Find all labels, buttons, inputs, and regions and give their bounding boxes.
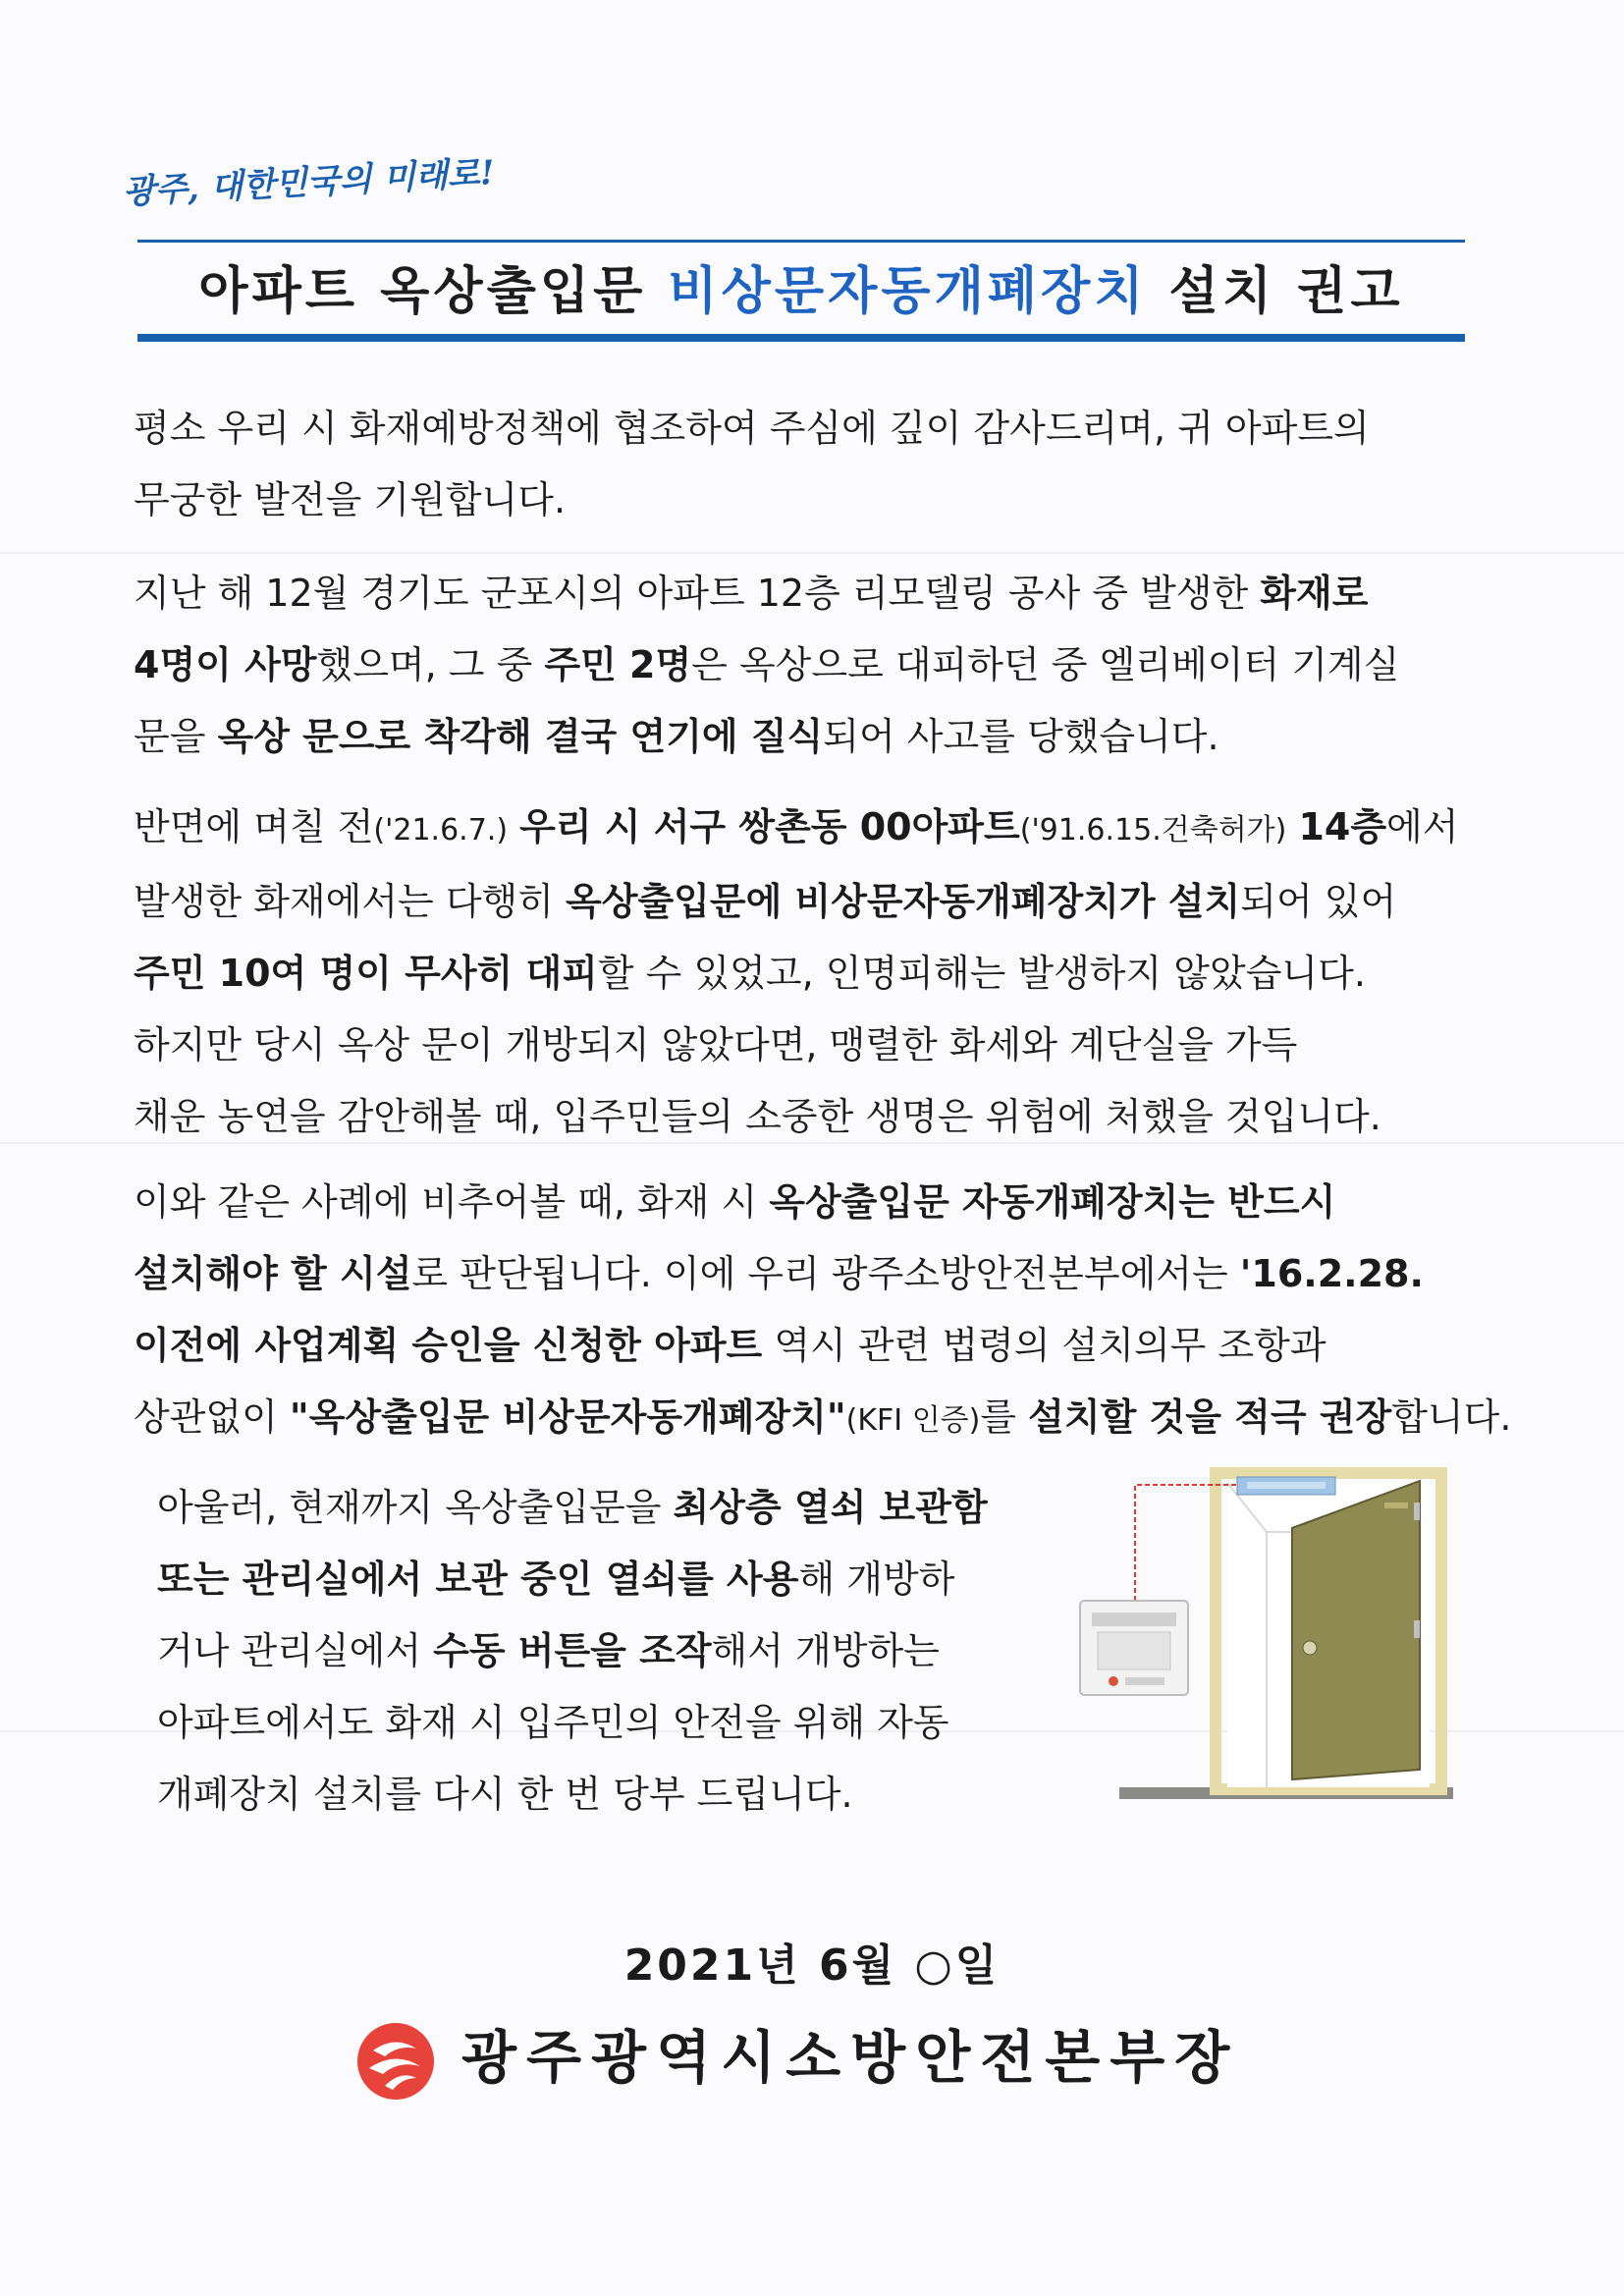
text-line: 아파트에서도 화재 시 입주민의 안전을 위해 자동 [157,1701,949,1744]
title-text: 아파트 옥상출입문 [198,262,669,321]
text-line: 4명이 사망했으며, 그 중 주민 2명은 옥상으로 대피하던 중 엘리베이터 기계실 [134,643,1400,686]
issue-date: 2021년 6월 ○일 [623,1941,1001,1991]
paragraph-greeting [134,393,1469,536]
title-highlight: 비상문자동개폐장치 [668,262,1148,321]
text-line: 아울러, 현재까지 옥상출입문을 최상층 열쇠 보관함 [157,1486,988,1529]
gwangju-fire-logo-icon [355,2021,436,2102]
text-line: 발생한 화재에서는 다행히 옥상출입문에 비상문자동개폐장치가 설치되어 있어 [134,880,1397,923]
paragraph-gunpo-incident [134,558,1469,773]
text-line: 반면에 며칠 전('21.6.7.) 우리 시 서구 쌍촌동 00아파트('91.6.15.건축허가) 14층에서 [134,805,1459,848]
text-line: 상관없이 "옥상출입문 비상문자동개폐장치"(KFI 인증)를 설치할 것을 적극 권장합니다. [134,1395,1512,1439]
paragraph-ssangchon-incident [134,792,1469,1153]
text-line: 무궁한 발전을 기원합니다. [134,478,567,521]
paper-fold [0,552,1624,554]
text-line: 주민 10여 명이 무사히 대피할 수 있었고, 인명피해는 발생하지 않았습니다. [134,952,1366,995]
text-line: 평소 우리 시 화재예방정책에 협조하여 주심에 깊이 감사드리며, 귀 아파트의 [134,407,1370,450]
title-text: 설치 권고 [1147,262,1404,321]
city-slogan: 광주, 대한민국의 미래로! [122,153,496,212]
rooftop-door-illustration [1070,1463,1458,1817]
text-line: 지난 해 12월 경기도 군포시의 아파트 12층 리모델링 공사 중 발생한 화재로 [134,572,1369,615]
title-rule-top [137,240,1465,243]
text-line: 거나 관리실에서 수동 버튼을 조작해서 개방하는 [157,1629,940,1672]
title-rule-bottom [137,334,1465,342]
paragraph-recommendation [134,1167,1512,1456]
text-line: 설치해야 할 시설로 판단됩니다. 이에 우리 광주소방안전본부에서는 '16.2.28. [134,1252,1424,1295]
text-line: 이와 같은 사례에 비추어볼 때, 화재 시 옥상출입문 자동개폐장치는 반드시 [134,1180,1336,1224]
text-line: 이전에 사업계획 승인을 신청한 아파트 역시 관련 법령의 설치의무 조항과 [134,1324,1326,1367]
organization-name: 광주광역시소방안전본부장 [461,2024,1240,2091]
paragraph-request [157,1472,1051,1831]
text-line: 또는 관리실에서 보관 중인 열쇠를 사용해 개방하 [157,1558,955,1601]
text-line: 하지만 당시 옥상 문이 개방되지 않았다면, 맹렬한 화세와 계단실을 가득 [134,1023,1298,1066]
text-line: 문을 옥상 문으로 착각해 결국 연기에 질식되어 사고를 당했습니다. [134,715,1219,758]
text-line: 채운 농연을 감안해볼 때, 입주민들의 소중한 생명은 위험에 처했을 것입니다. [134,1095,1381,1138]
text-line: 개폐장치 설치를 다시 한 번 당부 드립니다. [157,1773,853,1816]
document-title [137,257,1465,326]
